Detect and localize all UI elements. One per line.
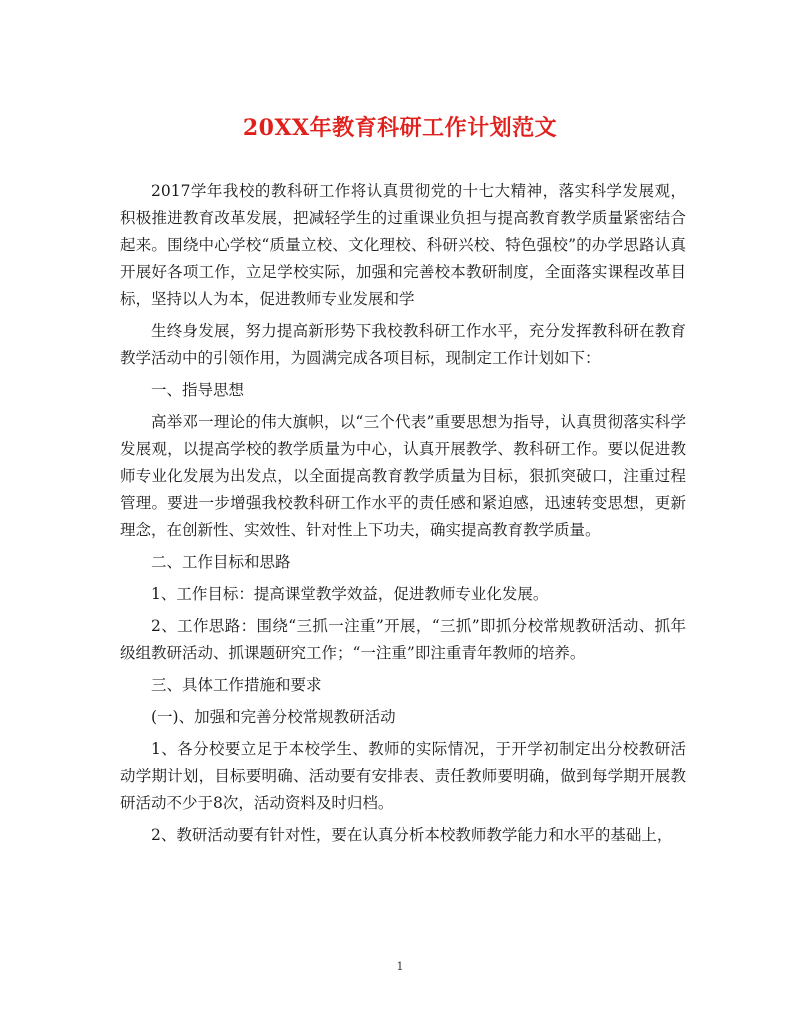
paragraph-intro: 2017学年我校的教科研工作将认真贯彻党的十七大精神，落实科学发展观，积极推进教育改革发展，把减轻学生的过重课业负担与提高教育教学质量紧密结合起来。围绕中心学校“质量立校、文化理校、科研兴校、特色强校”的办学思路认真开展好各项工作，立足学校实际，加强和完善校本教研制度，全面落实课程改革目标，坚持以人为本，促进教师专业发展和学	[120, 182, 686, 308]
document-body	[120, 178, 686, 849]
paragraph-measure-2: 2、教研活动要有针对性，要在认真分析本校教师教学能力和水平的基础上，	[151, 826, 673, 844]
paragraph-intro-continued: 生终身发展，努力提高新形势下我校教科研工作水平，充分发挥教科研在教育教学活动中的引领作用，为圆满完成各项目标，现制定工作计划如下：	[120, 322, 686, 367]
section-heading-guiding-thought: 一、指导思想	[151, 381, 245, 399]
page-number: 1	[396, 960, 404, 973]
subsection-heading-routine-research: (一)、加强和完善分校常规教研活动	[151, 708, 396, 726]
document-title: 20XX年教育科研工作计划范文	[242, 115, 558, 141]
section-heading-goals: 二、工作目标和思路	[151, 553, 291, 571]
paragraph-work-goal: 1、工作目标：提高课堂教学效益，促进教师专业化发展。	[151, 585, 549, 603]
paragraph-measure-1: 1、各分校要立足于本校学生、教师的实际情况，于开学初制定出分校教研活动学期计划，目标要明确、活动要有安排表、责任教师要明确，做到每学期开展教研活动不少于8次，活动资料及时归档。	[120, 740, 686, 812]
section-heading-measures: 三、具体工作措施和要求	[151, 676, 322, 694]
paragraph-work-approach: 2、工作思路：围绕“三抓一注重”开展，“三抓”即抓分校常规教研活动、抓年级组教研活动、抓课题研究工作；“一注重”即注重青年教师的培养。	[120, 617, 686, 662]
paragraph-guiding-thought: 高举邓一理论的伟大旗帜，以“三个代表”重要思想为指导，认真贯彻落实科学发展观，以提高学校的教学质量为中心，认真开展教学、教科研工作。要以促进教师专业化发展为出发点，以全面提高教育教学质量为目标，狠抓突破口，注重过程管理。要进一步增强我校教科研工作水平的责任感和紧迫感，迅速转变思想，更新理念，在创新性、实效性、针对性上下功夫，确实提高教育教学质量。	[120, 413, 686, 539]
